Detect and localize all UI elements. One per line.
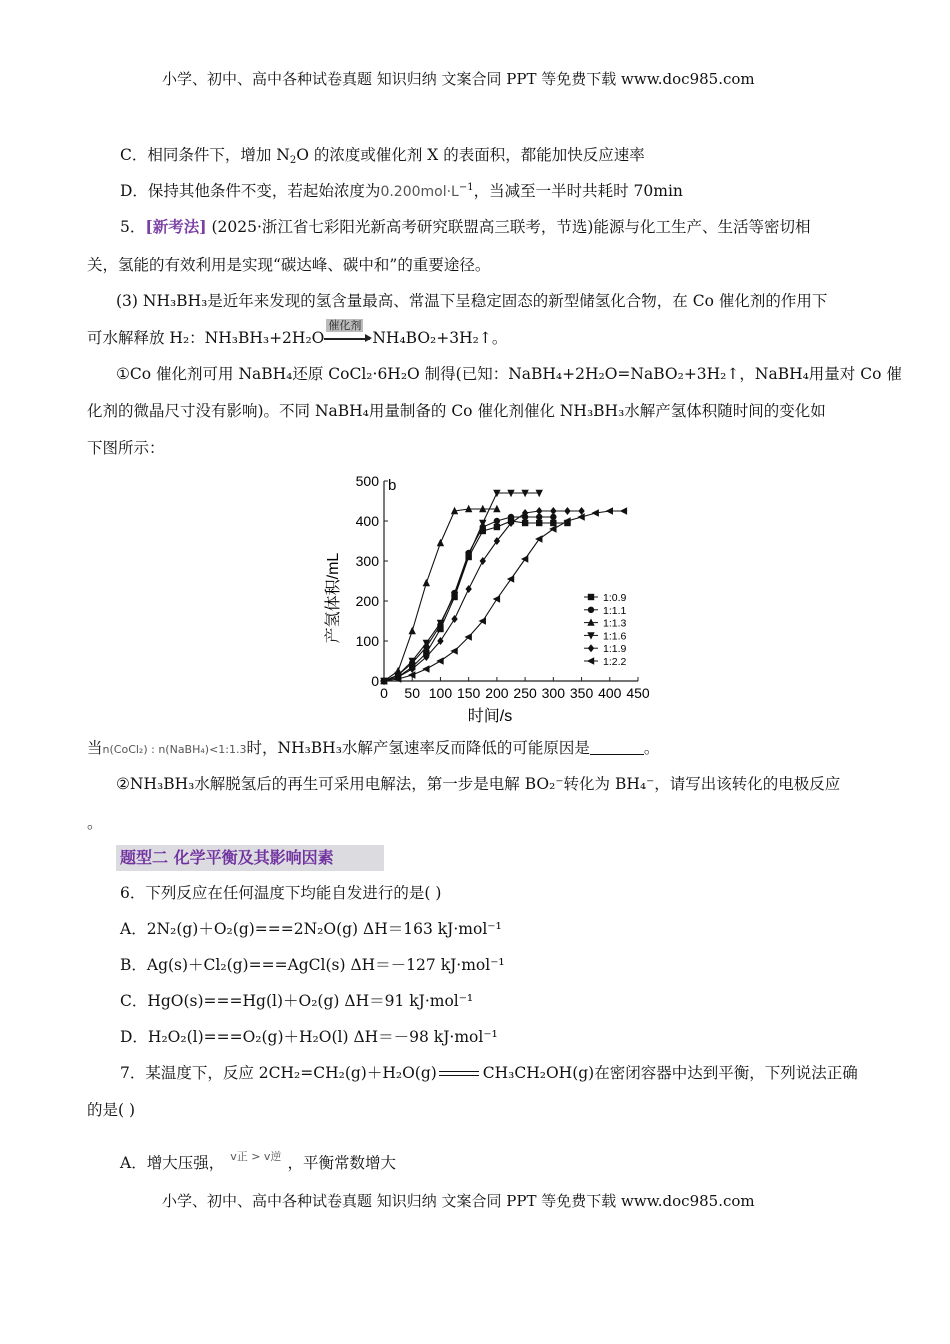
q4d-sup: −1 (458, 182, 474, 193)
page-header: 小学、初中、高中各种试卷真题 知识归纳 文案合同 PPT 等免费下载 www.doc985.com (162, 70, 755, 88)
data-point (550, 507, 556, 515)
y-tick-label: 200 (355, 593, 379, 609)
q5-intro: (2025·浙江省七彩阳光新高考研究联盟高三联考，节选)能源与化工生产、生活等密切相 (211, 218, 811, 236)
x-tick-label: 300 (541, 685, 566, 701)
q4c-label: C．相同条件下，增加 N (120, 146, 290, 164)
page-footer: 小学、初中、高中各种试卷真题 知识归纳 文案合同 PPT 等免费下载 www.doc985.com (162, 1192, 755, 1210)
data-point (620, 507, 627, 514)
x-tick-label: 350 (569, 685, 594, 701)
q5-when-c: 。 (643, 739, 660, 757)
data-point (494, 518, 500, 524)
q5-sub1-line2: 化剂的微晶尺寸没有影响)。不同 NaBH₄用量制备的 Co 催化剂催化 NH₃BH₃水解产氢体积随时间的变化如 (87, 402, 826, 420)
data-point (587, 657, 594, 664)
chart-panel-label: b (388, 477, 397, 494)
q5-ratio: n(CoCl₂) : n(NaBH₄)<1:1.3 (102, 743, 247, 756)
q4c-rest: O 的浓度或催化剂 X 的表面积，都能加快反应速率 (296, 146, 645, 164)
q7-stem-line2: 的是( ) (87, 1101, 136, 1119)
legend-label: 1:1.6 (603, 630, 627, 643)
q5-equation-right: NH₄BO₂+3H₂↑。 (372, 329, 508, 347)
chart-series (380, 490, 627, 685)
data-point (465, 585, 471, 593)
data-point (536, 520, 542, 526)
q5-part3-line1: (3) NH₃BH₃是近年来发现的氢含量最高、常温下呈稳定固态的新型储氢化合物，在 Co 催化剂的作用下 (116, 292, 828, 310)
q6-option-b: B．Ag(s)＋Cl₂(g)===AgCl(s) ΔH＝－127 kJ·mol⁻¹ (120, 956, 505, 974)
data-point (587, 618, 594, 625)
q7-stem-a: 7．某温度下，反应 2CH₂=CH₂(g)＋H₂O(g) (120, 1064, 437, 1082)
series-line-1-0-9 (384, 521, 567, 681)
y-tick-label: 300 (355, 553, 379, 569)
chart-x-label: 时间/s (467, 708, 513, 725)
q4d-label: D．保持其他条件不变，若起始浓度为 (120, 182, 381, 200)
question-4-option-d (120, 180, 683, 203)
data-point (588, 607, 594, 613)
data-point (588, 644, 594, 652)
x-tick-label: 450 (626, 685, 650, 701)
q5-equation-left: 可水解释放 H₂：NH₃BH₃+2H₂O (87, 329, 325, 347)
catalyst-arrow (324, 319, 372, 349)
data-point (591, 509, 598, 516)
q7-a-rates: v正 > v逆 (230, 1150, 282, 1163)
x-tick-label: 200 (485, 685, 509, 701)
legend-label: 1:1.9 (603, 643, 627, 656)
data-point (536, 507, 542, 515)
y-tick-label: 100 (355, 633, 379, 649)
data-point (588, 594, 594, 600)
chart-y-label: 产氢体积/mL (325, 552, 342, 644)
data-point (409, 627, 416, 634)
q4d-rest: ，当减至一半时共耗时 70min (473, 182, 683, 200)
q4d-conc: 0.200mol·L (380, 184, 459, 200)
question-5-intro (120, 216, 810, 238)
q5-when-line (87, 737, 659, 761)
catalyst-label: 催化剂 (328, 319, 362, 332)
y-tick-label: 0 (371, 673, 379, 689)
data-point (535, 535, 542, 542)
q5-intro-line2: 关，氢能的有效利用是实现“碳达峰、碳中和”的重要途径。 (87, 256, 491, 274)
data-point (550, 520, 556, 526)
answer-blank[interactable] (590, 739, 644, 755)
q7-stem-b: CH₃CH₂OH(g)在密闭容器中达到平衡，下列说法正确 (482, 1064, 858, 1082)
q5-tag: [新考法] (145, 217, 207, 236)
question-4-option-c (120, 144, 645, 166)
data-point (423, 579, 430, 586)
x-tick-label: 400 (598, 685, 622, 701)
q5-sub2-line2: 。 (87, 814, 103, 832)
data-point (522, 520, 528, 526)
x-tick-label: 150 (456, 685, 481, 701)
data-point (507, 575, 514, 582)
legend-label: 1:0.9 (603, 592, 627, 604)
q7-option-a (120, 1146, 396, 1174)
y-tick-label: 400 (355, 513, 379, 529)
data-point (479, 617, 486, 624)
data-point (436, 657, 443, 664)
x-tick-label: 100 (428, 685, 453, 701)
data-point (564, 507, 570, 515)
data-point (521, 555, 528, 562)
data-point (577, 513, 584, 520)
q7-stem (120, 1062, 858, 1084)
legend-label: 1:1.3 (603, 617, 627, 630)
data-point (606, 507, 613, 514)
q5-sub1-line1: ①Co 催化剂可用 NaBH₄还原 CoCl₂·6H₂O 制得(已知：NaBH₄+2H₂O=NaBO₂+3H₂↑，NaBH₄用量对 Co 催 (116, 365, 902, 383)
y-tick-label: 500 (355, 473, 379, 489)
legend-label: 1:1.1 (603, 604, 627, 617)
q5-sub2-line1: ②NH₃BH₃水解脱氢后的再生可采用电解法，第一步是电解 BO₂⁻转化为 BH₄⁻，请写出该转化的电极反应 (116, 775, 841, 793)
q6-option-d: D．H₂O₂(l)===O₂(g)＋H₂O(l) ΔH＝－98 kJ·mol⁻¹ (120, 1028, 498, 1046)
hydrogen-volume-chart (318, 468, 663, 728)
q5-part3-line2 (87, 319, 508, 349)
data-point (587, 632, 594, 639)
section-title: 题型二 化学平衡及其影响因素 (116, 845, 384, 871)
q7-a-rest: ，平衡常数增大 (287, 1154, 396, 1172)
legend-label: 1:2.2 (603, 656, 627, 668)
data-point (493, 595, 500, 602)
q6-option-c: C．HgO(s)===Hg(l)＋O₂(g) ΔH＝91 kJ·mol⁻¹ (120, 992, 474, 1010)
q6-option-a: A．2N₂(g)＋O₂(g)===2N₂O(g) ΔH＝163 kJ·mol⁻¹ (120, 920, 502, 938)
q5-sub1-line3: 下图所示： (87, 439, 165, 457)
chart-legend (584, 592, 627, 668)
x-tick-label: 250 (513, 685, 537, 701)
data-point (437, 539, 444, 546)
data-point (494, 524, 500, 530)
data-point (422, 665, 429, 672)
x-tick-label: 0 (380, 685, 388, 701)
x-tick-label: 50 (404, 685, 421, 701)
q5-when-b: 时，NH₃BH₃水解产氢速率反而降低的可能原因是 (246, 739, 590, 757)
series-line-1-1-3 (384, 509, 497, 681)
series-line-1-1-9 (384, 511, 582, 681)
series-line-1-1-1 (384, 517, 553, 681)
equilibrium-arrow (437, 1062, 483, 1084)
q6-stem: 6．下列反应在任何温度下均能自发进行的是( ) (120, 884, 442, 902)
q7-a-label: A．增大压强， (120, 1154, 225, 1172)
q4c-sub: 2 (289, 155, 297, 166)
q5-when-a: 当 (87, 739, 103, 757)
q5-number: 5． (120, 218, 146, 236)
